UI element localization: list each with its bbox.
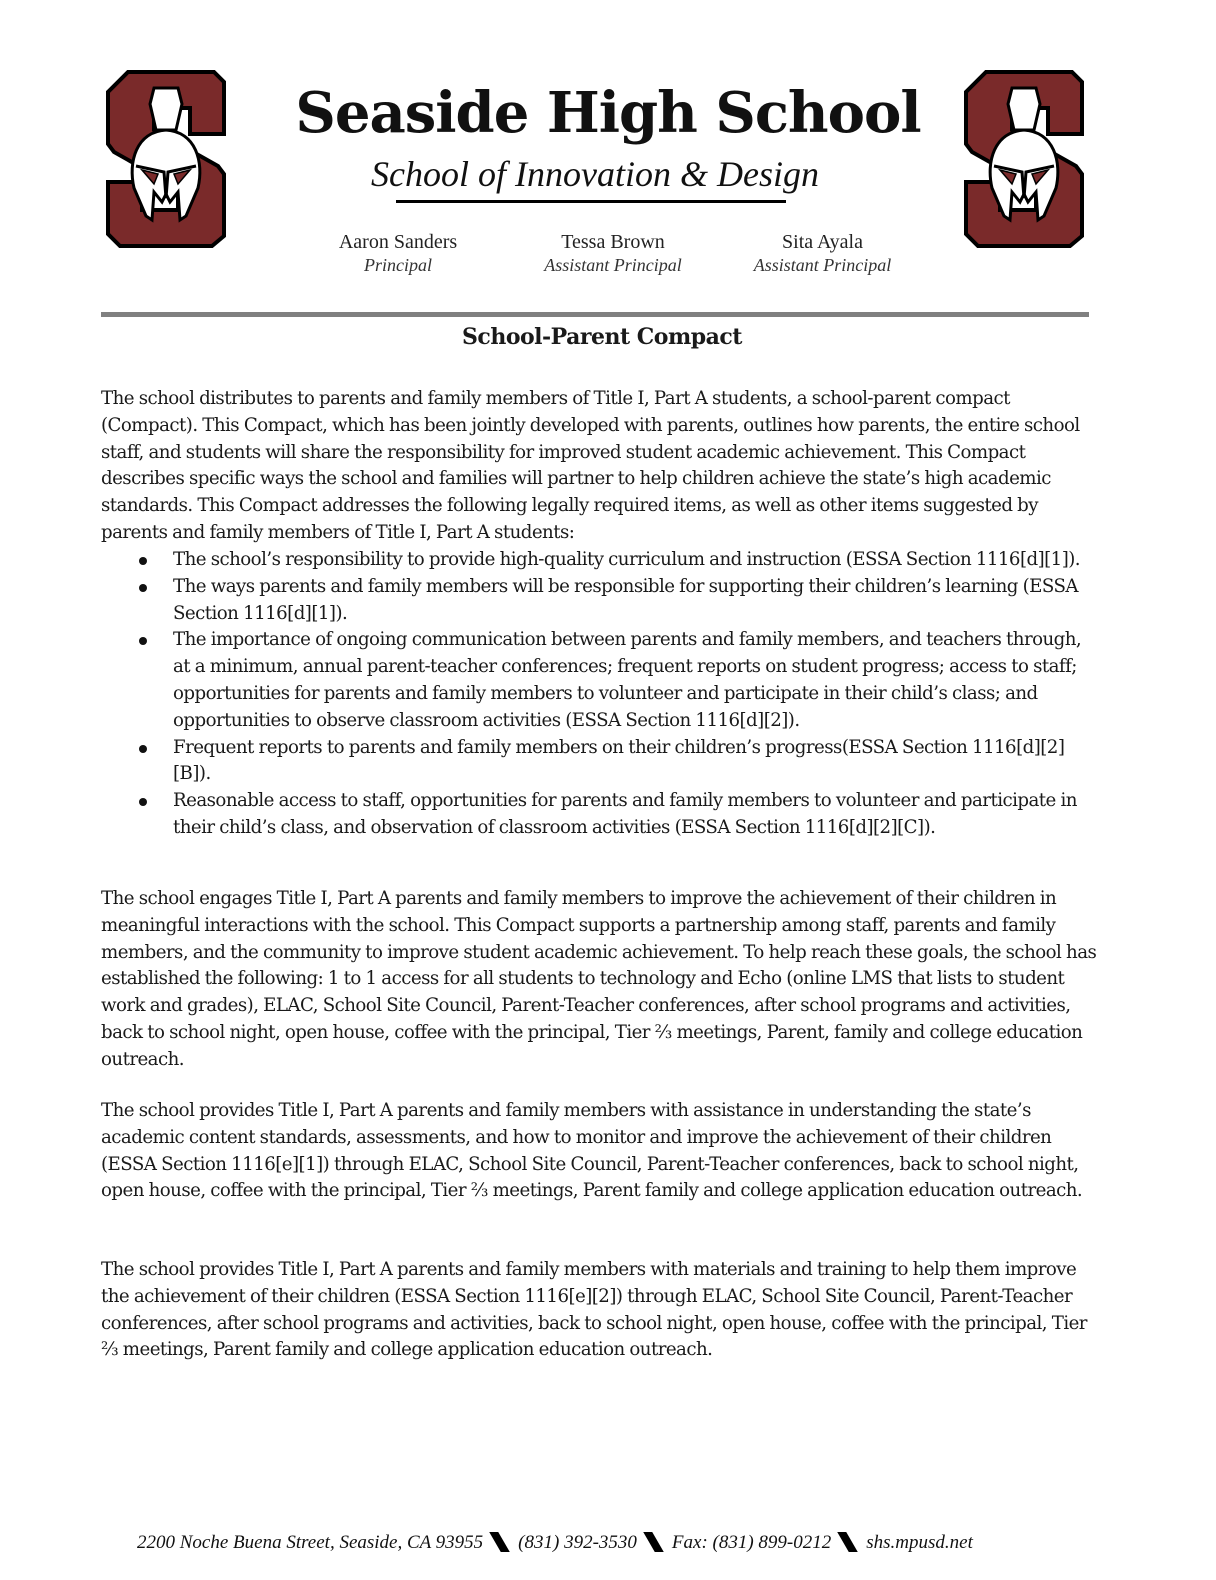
engagement-paragraph: [101, 886, 1101, 1074]
footer-fax: Fax: (831) 899-0212: [671, 1532, 832, 1553]
staff-assistant-principal: [523, 230, 703, 276]
staff-name: Aaron Sanders: [338, 231, 458, 253]
subtitle-underline: [396, 200, 786, 203]
bullet-icon: [139, 557, 147, 565]
header-divider: [101, 312, 1089, 317]
bullet-icon: [139, 798, 147, 806]
staff-name: Sita Ayala: [782, 231, 863, 253]
required-items-list: [101, 547, 1101, 842]
staff-role: Assistant Principal: [753, 255, 892, 275]
list-item: [101, 788, 1101, 842]
list-item: [101, 574, 1101, 628]
staff-name: Tessa Brown: [561, 231, 665, 253]
assistance-paragraph: [101, 1098, 1101, 1205]
list-item: [101, 627, 1101, 734]
slash-separator-icon: [489, 1532, 510, 1552]
materials-text: The school provides Title I, Part A parents and family members with materials and training to help them improve the achievement of their children (ESSA Section 1116[e][2]) through ELAC, School Site Council, Parent-Teacher conferences, after school programs and activities, back to school night, open house, coffee with the principal, Tier ⅔ meetings, Parent family and college application education outreach.: [101, 1259, 1087, 1361]
list-item-text: The ways parents and family members will be responsible for supporting their children’s learning (ESSA Section 1116[d][1]).: [173, 575, 1078, 624]
engagement-text: The school engages Title I, Part A parents and family members to improve the achievement of their children in meaningful interactions with the school. This Compact supports a partnership among staff, parents and family members, and the community to improve student academic achievement. To help reach these goals, the school has established the following: 1 to 1 access for all students to technology and Echo (online LMS that lists to student work and grades), ELAC, School Site Council, Parent-Teacher conferences, after school programs and activities, back to school night, open house, coffee with the principal, Tier ⅔ meetings, Parent, family and college education outreach.: [101, 888, 1097, 1070]
list-item-text: The school’s responsibility to provide high-quality curriculum and instruction (ESSA Section 1116[d][1]).: [173, 549, 1081, 570]
list-item-text: Frequent reports to parents and family members on their children’s progress(ESSA Section 1116[d][2][B]).: [173, 736, 1065, 785]
staff-principal: [318, 230, 478, 276]
bullet-icon: [139, 745, 147, 753]
staff-role: Principal: [364, 255, 432, 275]
materials-paragraph: [101, 1257, 1101, 1364]
intro-text: The school distributes to parents and family members of Title I, Part A students, a school-parent compact (Compact). This Compact, which has been jointly developed with parents, outlines how parents, the entire school staff, and students will share the responsibility for improved student academic achievement. This Compact describes specific ways the school and families will partner to help children achieve the state’s high academic standards. This Compact addresses the following legally required items, as well as other items suggested by parents and family members of Title I, Part A students:: [101, 388, 1080, 543]
document-title: School-Parent Compact: [462, 324, 742, 350]
school-name: Seaside High School: [295, 80, 921, 146]
list-item-text: The importance of ongoing communication between parents and family members, and teachers through, at a minimum, annual parent-teacher conferences; frequent reports on student progress; access to staff; opportunities for parents and family members to volunteer and participate in their child’s class; and opportunities to observe classroom activities (ESSA Section 1116[d][2]).: [173, 629, 1082, 731]
slash-separator-icon: [837, 1532, 858, 1552]
staff-assistant-principal: [735, 230, 910, 276]
footer-address: 2200 Noche Buena Street, Seaside, CA 93955: [137, 1532, 484, 1553]
list-item: [101, 547, 1101, 574]
staff-role: Assistant Principal: [544, 255, 682, 275]
footer-website[interactable]: shs.mpusd.net: [866, 1532, 973, 1553]
bullet-icon: [139, 637, 147, 645]
list-item-text: Reasonable access to staff, opportunities for parents and family members to volunteer and participate in their child’s class, and observation of classroom activities (ESSA Section 1116[d][2][C]).: [173, 790, 1077, 838]
list-item: [101, 735, 1101, 789]
intro-paragraph: [101, 386, 1101, 547]
school-subtitle: School of Innovation & Design: [371, 154, 819, 194]
bullet-icon: [139, 584, 147, 592]
slash-separator-icon: [643, 1532, 664, 1552]
footer-contact: [137, 1530, 1137, 1556]
assistance-text: The school provides Title I, Part A parents and family members with assistance in understanding the state’s academic content standards, assessments, and how to monitor and improve the achievement of their children (ESSA Section 1116[e][1]) through ELAC, School Site Council, Parent-Teacher conferences, back to school night, open house, coffee with the principal, Tier ⅔ meetings, Parent family and college application education outreach.: [101, 1100, 1083, 1202]
footer-phone: (831) 392-3530: [518, 1532, 637, 1553]
